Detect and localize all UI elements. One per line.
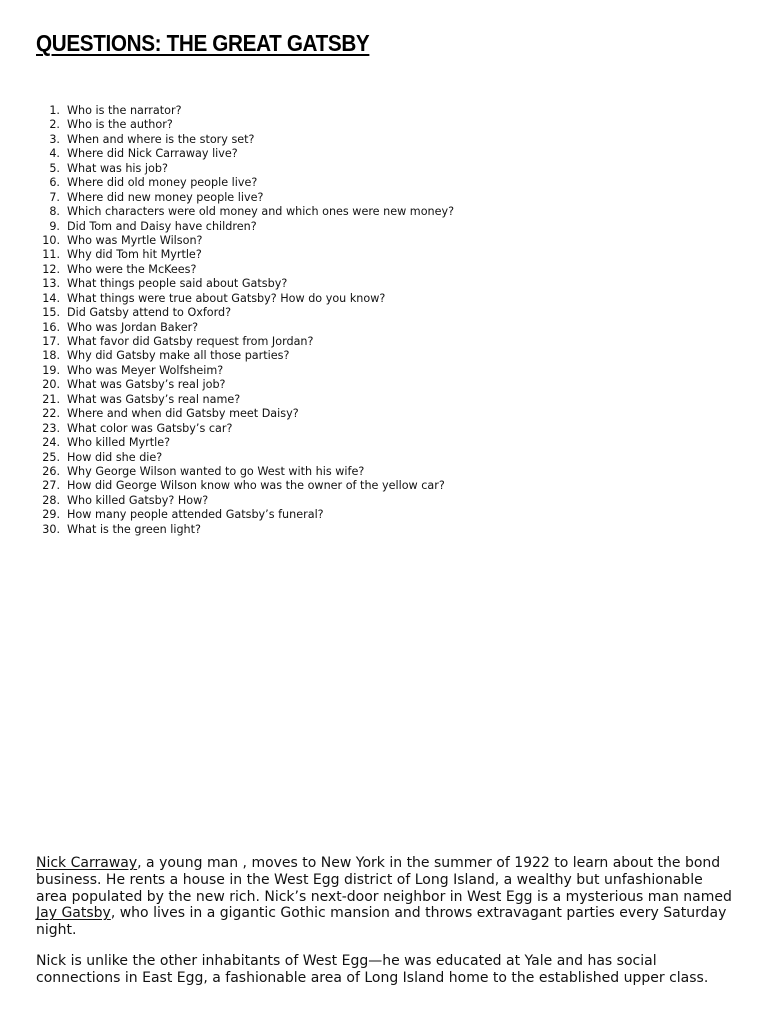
summary-paragraph-2: Nick is unlike the other inhabitants of West Egg—he was educated at Yale and has social connections in East Egg, a fashionable area of Long Island home to the established upper class.: [36, 952, 709, 986]
question-text: Where and when did Gatsby meet Daisy?: [67, 407, 299, 421]
question-text: Why did Gatsby make all those parties?: [67, 349, 290, 363]
question-item: [36, 407, 454, 421]
question-text: How did she die?: [67, 450, 163, 464]
question-text: Which characters were old money and which ones were new money?: [67, 205, 455, 219]
question-number: 21.: [42, 392, 60, 406]
question-number: 18.: [42, 349, 60, 363]
question-item: [36, 277, 454, 291]
question-text: What was Gatsby’s real name?: [67, 392, 241, 406]
question-text: Did Gatsby attend to Oxford?: [67, 306, 232, 320]
question-item: [36, 494, 454, 508]
nick-carraway-link[interactable]: Nick Carraway: [36, 855, 138, 871]
question-item: [36, 205, 454, 219]
question-item: [36, 248, 454, 262]
question-number: 16.: [42, 320, 60, 334]
question-number: 12.: [42, 262, 60, 276]
question-text: Who were the McKees?: [67, 262, 197, 276]
question-text: Who was Myrtle Wilson?: [67, 233, 203, 247]
question-text: Where did new money people live?: [67, 190, 264, 204]
question-item: [36, 422, 454, 436]
question-text: Who was Jordan Baker?: [67, 320, 199, 334]
question-text: Who killed Myrtle?: [67, 436, 171, 450]
question-number: 25.: [42, 450, 60, 464]
question-text: Where did Nick Carraway live?: [67, 147, 238, 161]
question-number: 28.: [42, 493, 60, 507]
question-text: Why George Wilson wanted to go West with his wife?: [67, 464, 365, 478]
question-list: [36, 104, 454, 537]
question-number: 20.: [42, 378, 60, 392]
question-text: Who killed Gatsby? How?: [67, 493, 209, 507]
question-number: 10.: [42, 233, 60, 247]
question-number: 29.: [42, 508, 60, 522]
question-item: [36, 176, 454, 190]
question-number: 14.: [42, 291, 60, 305]
question-text: How did George Wilson know who was the owner of the yellow car?: [67, 479, 445, 493]
question-item: [36, 162, 454, 176]
question-item: [36, 104, 454, 118]
question-text: What is the green light?: [67, 522, 201, 536]
question-item: [36, 191, 454, 205]
summary-section: [36, 855, 736, 1001]
question-number: 23.: [42, 421, 60, 435]
question-number: 27.: [42, 479, 60, 493]
question-text: When and where is the story set?: [67, 132, 255, 146]
question-item: [36, 523, 454, 537]
question-item: [36, 220, 454, 234]
question-number: 4.: [49, 147, 60, 161]
question-item: [36, 292, 454, 306]
question-item: [36, 364, 454, 378]
question-number: 11.: [42, 248, 60, 262]
question-item: [36, 349, 454, 363]
question-number: 3.: [49, 132, 60, 146]
question-item: [36, 306, 454, 320]
question-item: [36, 436, 454, 450]
question-number: 2.: [49, 118, 60, 132]
question-text: Why did Tom hit Myrtle?: [67, 248, 202, 262]
question-item: [36, 378, 454, 392]
question-item: [36, 465, 454, 479]
question-item: [36, 393, 454, 407]
question-item: [36, 234, 454, 248]
question-item: [36, 118, 454, 132]
question-number: 9.: [49, 219, 60, 233]
question-number: 1.: [49, 104, 60, 117]
question-number: 22.: [42, 407, 60, 421]
question-text: What color was Gatsby’s car?: [67, 421, 233, 435]
question-number: 30.: [42, 522, 60, 536]
question-number: 15.: [42, 306, 60, 320]
question-number: 8.: [49, 205, 60, 219]
question-number: 13.: [42, 277, 60, 291]
question-text: What was Gatsby’s real job?: [67, 378, 226, 392]
summary-paragraph-1: [36, 855, 736, 939]
question-number: 5.: [49, 161, 60, 175]
question-text: Where did old money people live?: [67, 176, 258, 190]
question-item: [36, 321, 454, 335]
question-text: What things people said about Gatsby?: [67, 277, 288, 291]
question-item: [36, 263, 454, 277]
question-number: 7.: [49, 190, 60, 204]
question-text: How many people attended Gatsby’s funeral?: [67, 508, 324, 522]
question-text: What things were true about Gatsby? How do you know?: [67, 291, 386, 305]
summary-text-1a: , a young man , moves to New York in the summer of 1922 to learn about the bond business. He rents a house in the West Egg district of Long Island, a wealthy but unfashionable area populated by the new rich. Nick’s next-door neighbor in West Egg is a mysterious man named: [36, 855, 732, 905]
question-number: 26.: [42, 464, 60, 478]
question-number: 17.: [42, 335, 60, 348]
question-item: [36, 451, 454, 465]
question-text: Who is the narrator?: [67, 104, 182, 117]
question-text: What was his job?: [67, 161, 168, 175]
summary-text-1b: , who lives in a gigantic Gothic mansion and throws extravagant parties every Saturday night.: [36, 905, 727, 939]
question-text: Did Tom and Daisy have children?: [67, 219, 257, 233]
question-item: [36, 508, 454, 522]
jay-gatsby-link[interactable]: Jay Gatsby: [36, 905, 111, 922]
question-number: 6.: [49, 176, 60, 190]
question-item: [36, 479, 454, 493]
page-title: QUESTIONS: THE GREAT GATSBY: [36, 30, 370, 56]
question-item: [36, 335, 454, 349]
question-text: Who is the author?: [67, 118, 173, 132]
question-item: [36, 147, 454, 161]
question-number: 19.: [42, 363, 60, 377]
question-text: What favor did Gatsby request from Jordan?: [67, 335, 314, 348]
question-number: 24.: [42, 436, 60, 450]
question-item: [36, 133, 454, 147]
question-text: Who was Meyer Wolfsheim?: [67, 363, 224, 377]
